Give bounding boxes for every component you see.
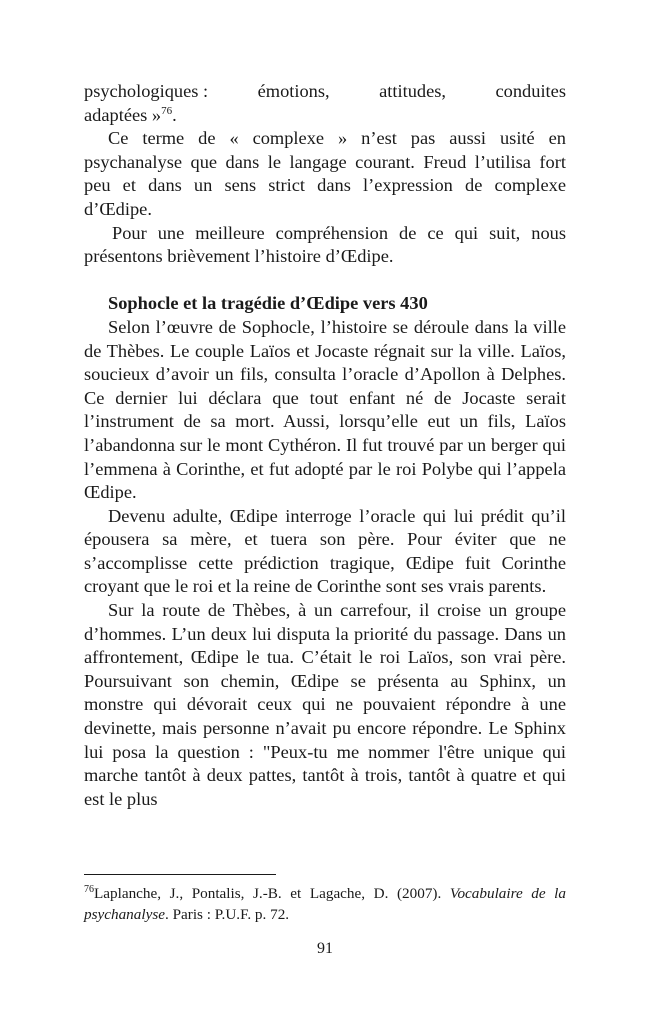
page-number: 91 — [317, 940, 333, 957]
page-body — [84, 80, 566, 811]
text: . — [172, 104, 177, 125]
footnote-number: 76 — [84, 883, 94, 895]
paragraph-complexe: Ce terme de « complexe » n’est pas aussi usité en psychanalyse que dans le langage courant. Freud l’utilisa fort peu et dans un sens strict dans l’expression de complexe d’Œdipe. — [84, 128, 566, 219]
paragraph-intro: Pour une meilleure compréhension de ce qui suit, nous présentons brièvement l’histoire d’Œdipe. — [84, 222, 566, 267]
section-heading: Sophocle et la tragédie d’Œdipe vers 430 — [108, 293, 428, 314]
word: conduites — [495, 81, 566, 101]
footnote-authors: Laplanche, J., Pontalis, J.-B. et Lagache, D. (2007). — [94, 885, 450, 902]
word: émotions, — [257, 81, 330, 101]
word: psychologiques : — [84, 81, 209, 101]
footnote-separator — [84, 874, 276, 875]
paragraph-sophocle: Selon l’œuvre de Sophocle, l’histoire se déroule dans la ville de Thèbes. Le couple Laïos et Jocaste régnait sur la ville. Laïos, soucieux d’avoir un fils, consulta l’oracle d’Apollon à Delphes. Ce dernier lui déclara que tout enfant né de Jocaste serait l’instrument de sa mort. Aussi, lorsqu’elle eut un fils, Laïos l’abandonna sur le mont Cythéron. Il fut trouvé par un berger qui l’emmena à Corinthe, et fut adopté par le roi Polybe qui l’appela Œdipe. — [84, 316, 566, 503]
text: adaptées » — [84, 104, 162, 125]
footnote-title: Vocabulaire de la psychanalyse — [84, 885, 566, 923]
paragraph-adulte: Devenu adulte, Œdipe interroge l’oracle qui lui prédit qu’il épousera sa mère, et tuera son père. Pour éviter que ne s’accomplisse cette prédiction tragique, Œdipe fuit Corinthe croyant que le roi et la reine de Corinthe sont ses vrais parents. — [84, 505, 566, 597]
continued-line — [84, 80, 566, 104]
word: attitudes, — [379, 81, 447, 101]
footnote-reference: 76 — [161, 104, 173, 117]
footnote — [84, 883, 566, 925]
paragraph-route: Sur la route de Thèbes, à un carrefour, il croise un groupe d’hommes. L’un deux lui disputa la priorité du passage. Dans un affrontement, Œdipe le tua. C’était le roi Laïos, son vrai père. Poursuivant son chemin, Œdipe se présenta au Sphinx, un monstre qui dévorait ceux qui ne pouvaient répondre à une devinette, mais personne n’avait pu encore répondre. Le Sphinx lui posa la question : "Peux-tu me nommer l'être unique qui marche tantôt à deux pattes, tantôt à trois, tantôt à quatre et qui est le plus — [84, 600, 566, 809]
continued-line-end — [84, 104, 566, 128]
spacer — [84, 269, 566, 293]
footnote-rest: . Paris : P.U.F. p. 72. — [164, 906, 290, 923]
